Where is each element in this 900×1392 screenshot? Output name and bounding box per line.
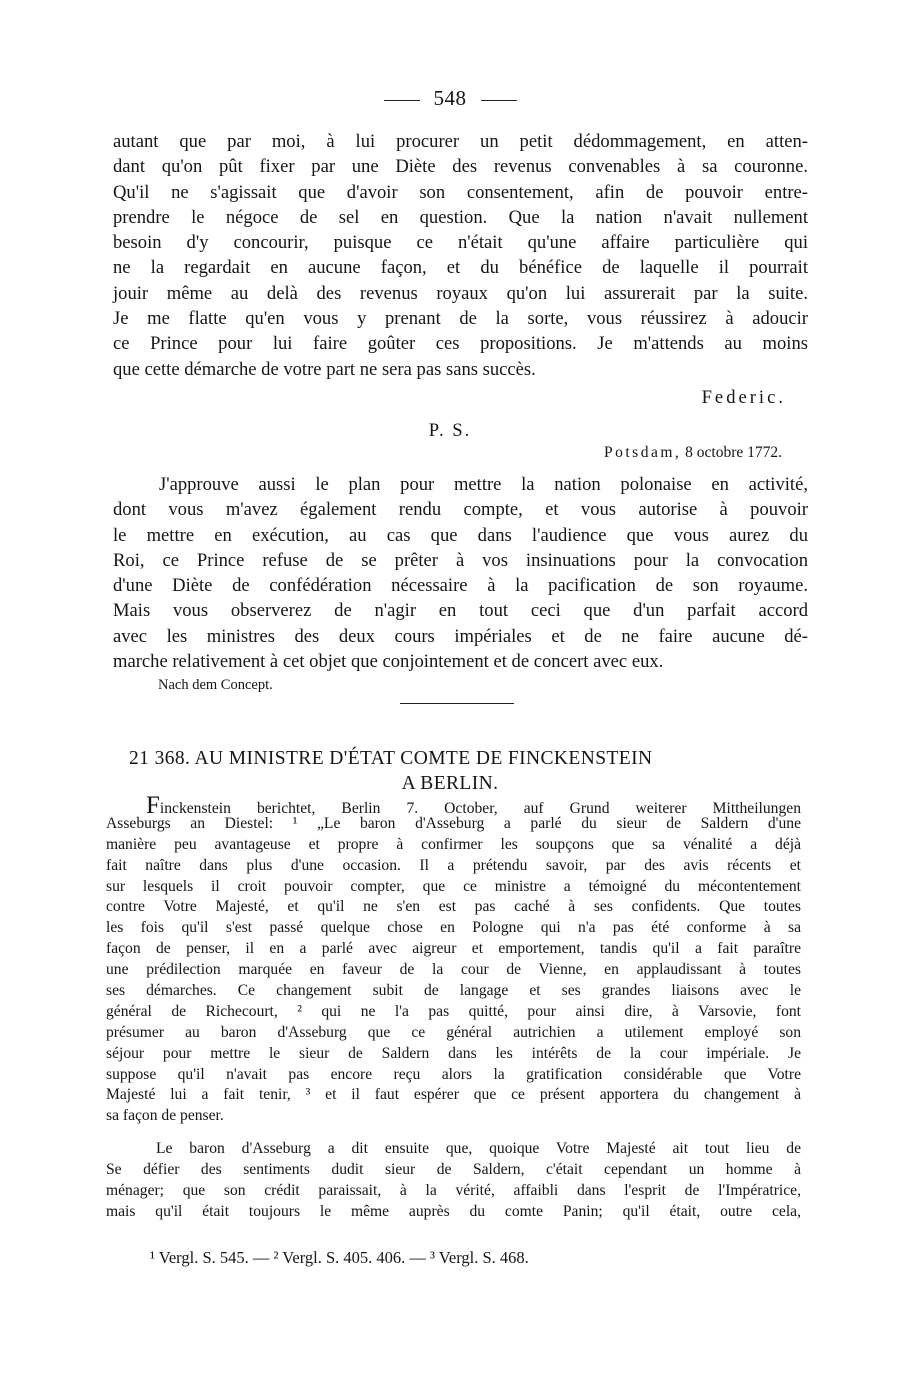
text-line: Qu'il ne s'agissait que d'avoir son consentement, afin de pouvoir entre- — [113, 181, 808, 203]
text-line: Asseburgs an Diestel: ¹ „Le baron d'Asseburg a parlé du sieur de Saldern d'une — [106, 814, 801, 832]
text-line: séjour pour mettre le sieur de Saldern dans les intérêts de la cour impériale. Je — [106, 1044, 801, 1062]
text-line: autant que par moi, à lui procurer un petit dédommagement, en atten- — [113, 131, 808, 152]
text-line: dont vous m'avez également rendu compte, et vous autorise à pouvoir — [113, 499, 808, 521]
text-line: prendre le négoce de sel en question. Que la nation n'avait nullement — [113, 206, 808, 228]
document-second-paragraph — [106, 1139, 801, 1223]
text-line: les fois qu'il s'est passé quelque chose en Pologne qui n'a pas été conforme à sa — [106, 919, 801, 937]
text-line: avec les ministres des deux cours impériales et de ne faire aucune dé- — [113, 625, 808, 647]
text-line: ses démarches. Ce changement subit de langage et ses grandes liaisons avec le — [106, 982, 801, 1000]
text-line: ne la regardait en aucune façon, et du bénéfice de laquelle il pourrait — [113, 257, 808, 279]
document-summary — [106, 793, 801, 1127]
section-divider — [400, 703, 514, 704]
text-line: une prédilection marquée en faveur de la cour de Vienne, en applaudissant à toutes — [106, 961, 801, 979]
text-line: façon de penser, il en a parlé avec aigreur et emportement, tandis qu'il a fait paraître — [106, 940, 801, 958]
letter-body — [113, 129, 808, 382]
drop-cap: F — [146, 792, 160, 819]
document-heading-line2: A BERLIN. — [401, 773, 499, 794]
text-line: Majesté lui a fait tenir, ³ et il faut espérer que ce présent apportera du changement à — [106, 1086, 801, 1104]
text-line: suppose qu'il n'avait pas encore reçu alors la gratification considérable que Votre — [106, 1065, 801, 1083]
text-line: sur lesquels il croit pouvoir compter, que ce ministre a témoigné du mécontentement — [106, 877, 801, 895]
text-line: marche relativement à cet objet que conjointement et de concert avec eux. — [113, 651, 664, 673]
text-line: Je me flatte qu'en vous y prenant de la sorte, vous réussirez à adoucir — [113, 308, 808, 330]
text-line: mais qu'il était toujours le même auprès du comte Panin; qu'il était, outre cela, — [106, 1202, 801, 1220]
text-line — [106, 792, 801, 819]
text-line: d'une Diète de confédération nécessaire à la pacification de son royaume. — [113, 575, 808, 597]
header-dash-left — [384, 100, 420, 101]
text-line: fait naître dans plus d'une occasion. Il a prétendu savoir, par des avis récents et — [106, 856, 801, 874]
postscript-dateline — [604, 444, 782, 462]
postscript-heading: P. S. — [428, 420, 472, 441]
letter-signature: Federic. — [701, 387, 786, 408]
text-line: dant qu'on pût fixer par une Diète des revenus convenables à sa couronne. — [113, 156, 808, 178]
text-line: manière peu avantageuse et propre à confirmer les soupçons que sa vénalité a déjà — [106, 835, 801, 853]
page-header — [0, 86, 900, 111]
source-note: Nach dem Concept. — [158, 677, 273, 693]
text-line: général de Richecourt, ² qui ne l'a pas quitté, pour ainsi dire, à Varsovie, font — [106, 1002, 801, 1020]
text-line: présumer au baron d'Asseburg que ce général autrichien a utilement employé son — [106, 1023, 801, 1041]
text-line: ce Prince pour lui faire goûter ces propositions. Je m'attends au moins — [113, 333, 808, 355]
text-line: jouir même au delà des revenus royaux qu'on lui assurerait par la suite. — [113, 282, 808, 304]
document-heading-line1: 21 368. AU MINISTRE D'ÉTAT COMTE DE FINCKENSTEIN — [129, 748, 653, 769]
text-line: besoin d'y concourir, puisque ce n'était qu'une affaire particulière qui — [113, 232, 808, 254]
postscript-body — [113, 472, 808, 674]
text-line: Se défier des sentiments dudit sieur de Saldern, c'était cependant un homme à — [106, 1160, 801, 1178]
footnotes: ¹ Vergl. S. 545. — ² Vergl. S. 405. 406. — ³ Vergl. S. 468. — [150, 1248, 529, 1267]
text-line: Mais vous observerez de n'agir en tout ceci que d'un parfait accord — [113, 600, 808, 622]
text-line: J'approuve aussi le plan pour mettre la nation polonaise en activité, — [159, 474, 808, 495]
dateline-place: Potsdam, — [603, 444, 682, 461]
page-number: 548 — [433, 86, 467, 110]
text-line-rest: inckenstein berichtet, Berlin 7. October, auf Grund weiterer Mittheilungen — [159, 800, 801, 817]
text-line: le mettre en exécution, au cas que dans l'audience que vous aurez du — [113, 524, 808, 546]
text-line: sa façon de penser. — [106, 1107, 224, 1125]
text-line: Le baron d'Asseburg a dit ensuite que, quoique Votre Majesté ait tout lieu de — [156, 1140, 801, 1157]
text-line: ménager; que son crédit paraissait, à la vérité, affaibli dans l'esprit de l'Impératrice, — [106, 1181, 801, 1199]
text-line: que cette démarche de votre part ne sera pas sans succès. — [113, 358, 536, 380]
text-line: Roi, ce Prince refuse de se prêter à vos insinuations pour la convocation — [113, 549, 808, 571]
dateline-date: 8 octobre 1772. — [685, 444, 782, 461]
header-dash-right — [481, 100, 517, 101]
text-line: contre Votre Majesté, et qu'il ne s'en est pas caché à ses confidents. Que toutes — [106, 898, 801, 916]
